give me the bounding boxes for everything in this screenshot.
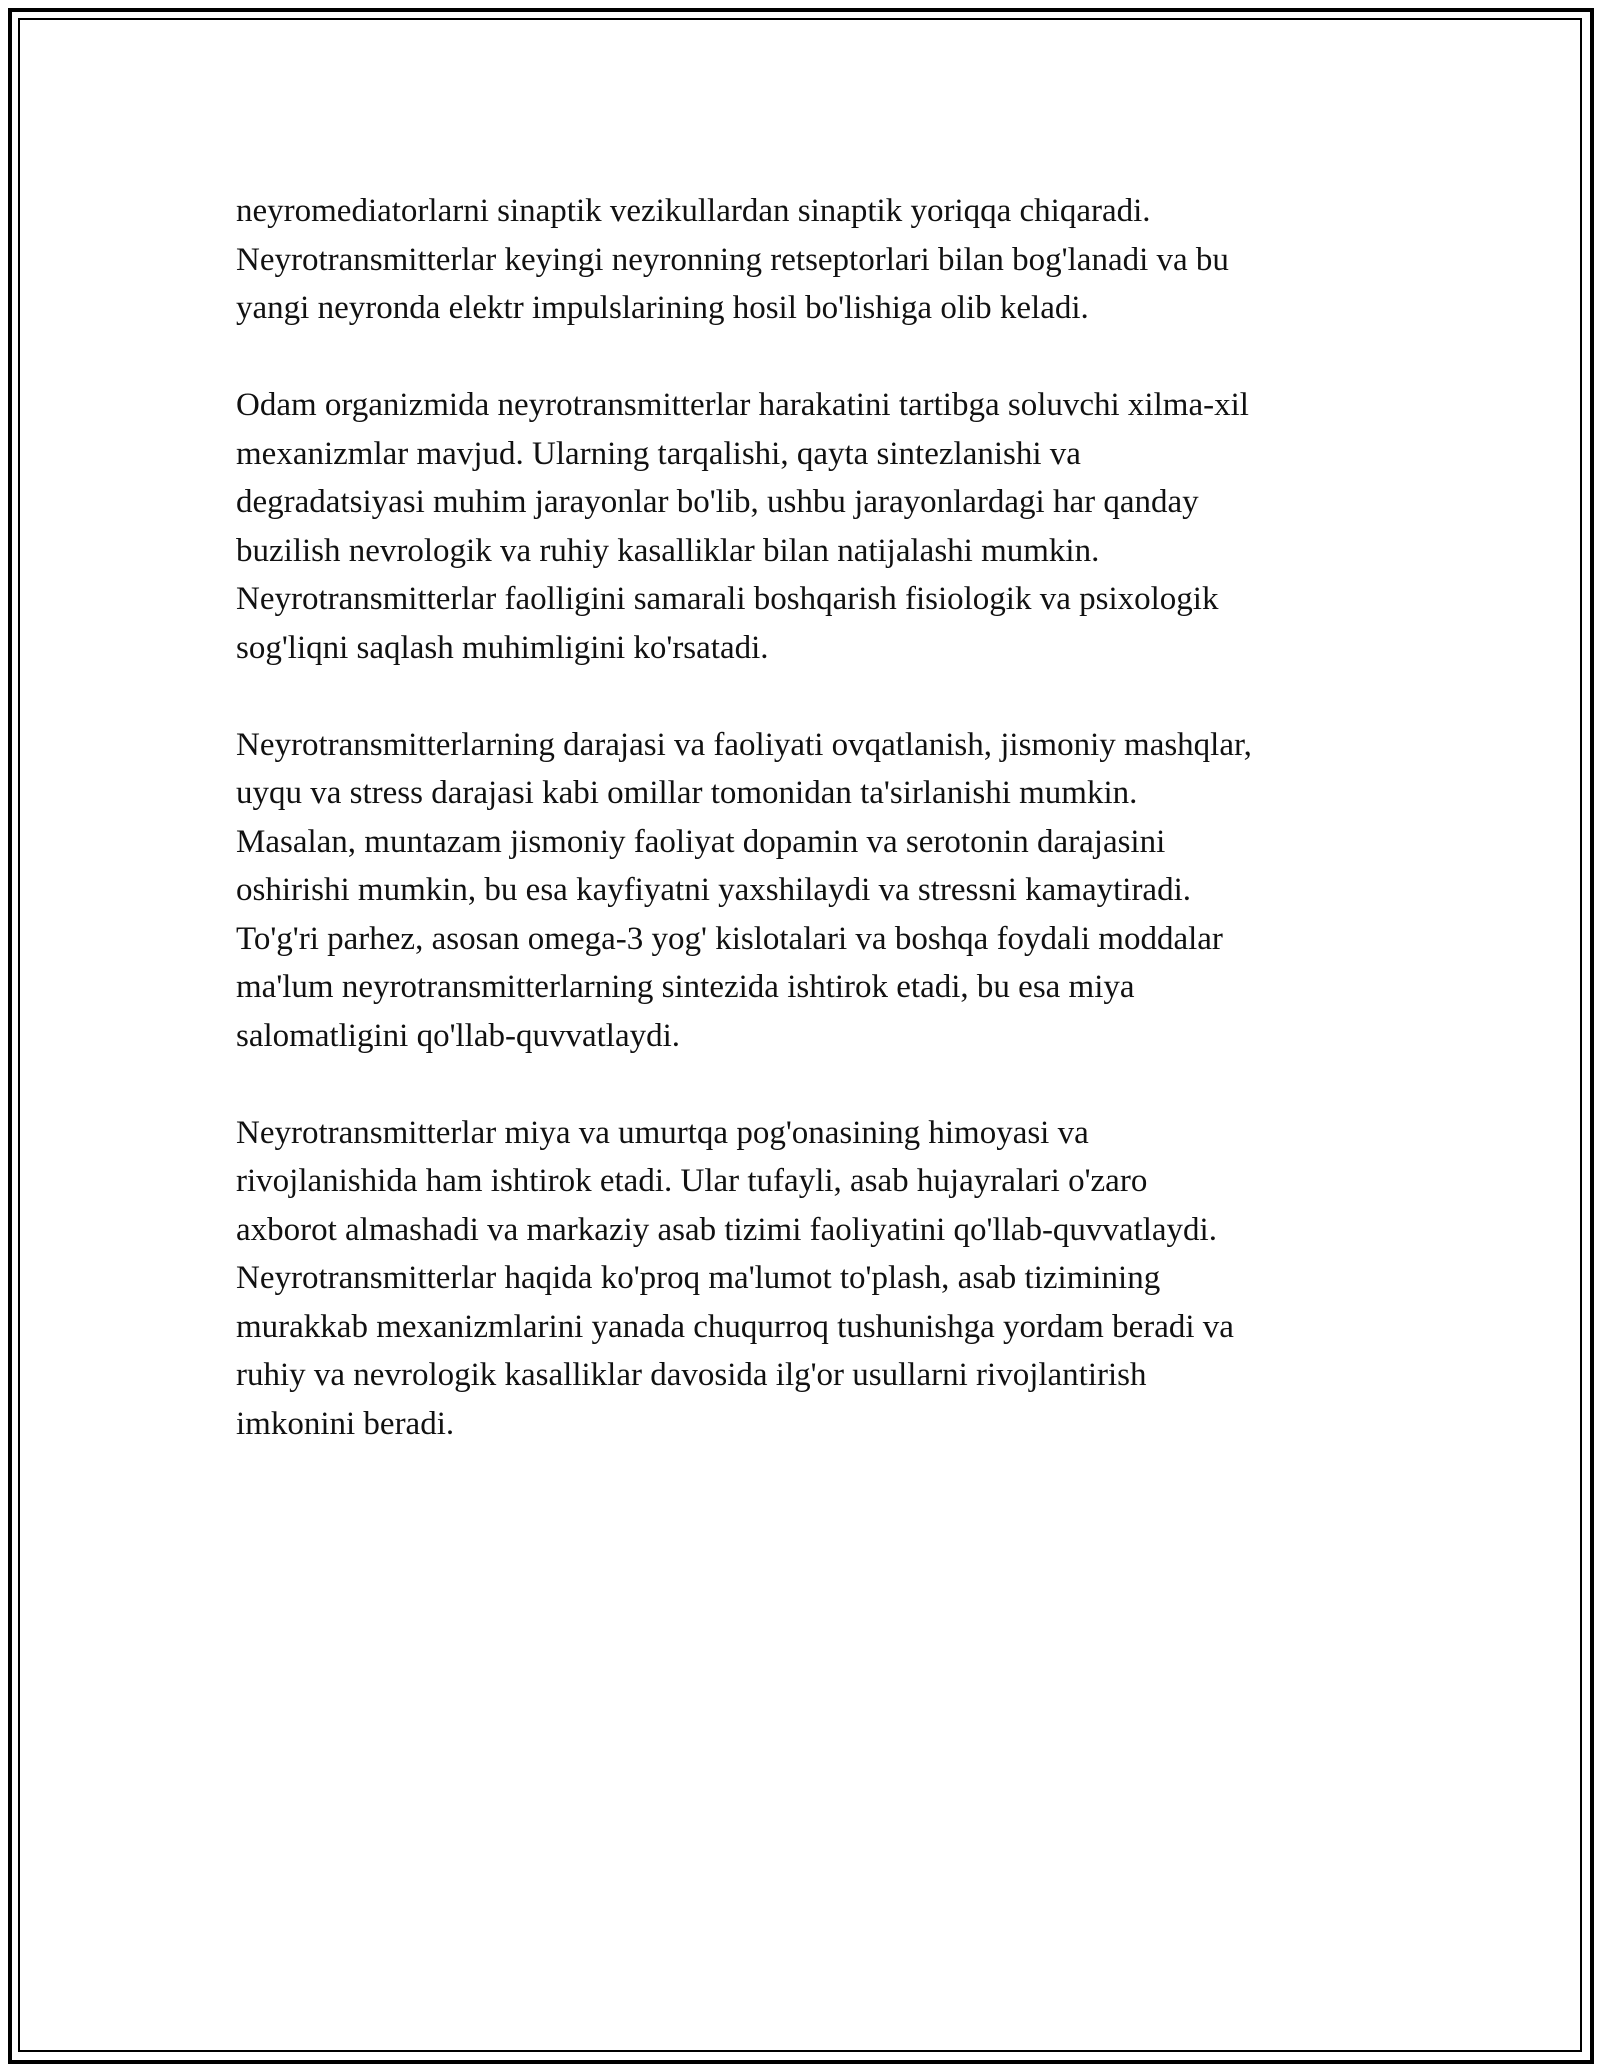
- paragraph-3: Neyrotransmitterlarning darajasi va faoliyati ovqatlanish, jismoniy mashqlar, uyqu va stress darajasi kabi omillar tomonidan ta'sirlanishi mumkin. Masalan, muntazam jismoniy faoliyat dopamin va serotonin darajasini oshirishi mumkin, bu esa kayfiyatni yaxshilaydi va stressni kamaytiradi. To'g'ri parhez, asosan omega-3 yog' kislotalari va boshqa foydali moddalar ma'lum neyrotransmitterlarning sintezida ishtirok etadi, bu esa miya salomatligini qo'llab-quvvatlaydi.: [236, 726, 1252, 1054]
- paragraph-4: Neyrotransmitterlar miya va umurtqa pog'onasining himoyasi va rivojlanishida ham ishtirok etadi. Ular tufayli, asab hujayralari o'zaro axborot almashadi va markaziy asab tizimi faoliyatini qo'llab-quvvatlaydi. Neyrotransmitterlar haqida ko'proq ma'lumot to'plash, asab tizimining murakkab mexanizmlarini yanada chuqurroq tushunishga yordam beradi va ruhiy va nevrologik kasalliklar davosida ilg'or usullarni rivojlantirish imkonini beradi.: [236, 1114, 1234, 1442]
- paragraph-1: neyromediatorlarni sinaptik vezikullardan sinaptik yoriqqa chiqaradi. Neyrotransmitterlar keyingi neyronning retseptorlari bilan bog'lanadi va bu yangi neyronda elektr impulslarining hosil bo'lishiga olib keladi.: [236, 193, 1229, 326]
- paragraph-2: Odam organizmida neyrotransmitterlar harakatini tartibga soluvchi xilma-xil mexanizmlar mavjud. Ularning tarqalishi, qayta sintezlanishi va degradatsiyasi muhim jarayonlar bo'lib, ushbu jarayonlardagi har qanday buzilish nevrologik va ruhiy kasalliklar bilan natijalashi mumkin. Neyrotransmitterlar faolligini samarali boshqarish fisiologik va psixologik sog'liqni saqlash muhimligini ko'rsatadi.: [236, 387, 1249, 666]
- document-body: [236, 187, 1396, 1497]
